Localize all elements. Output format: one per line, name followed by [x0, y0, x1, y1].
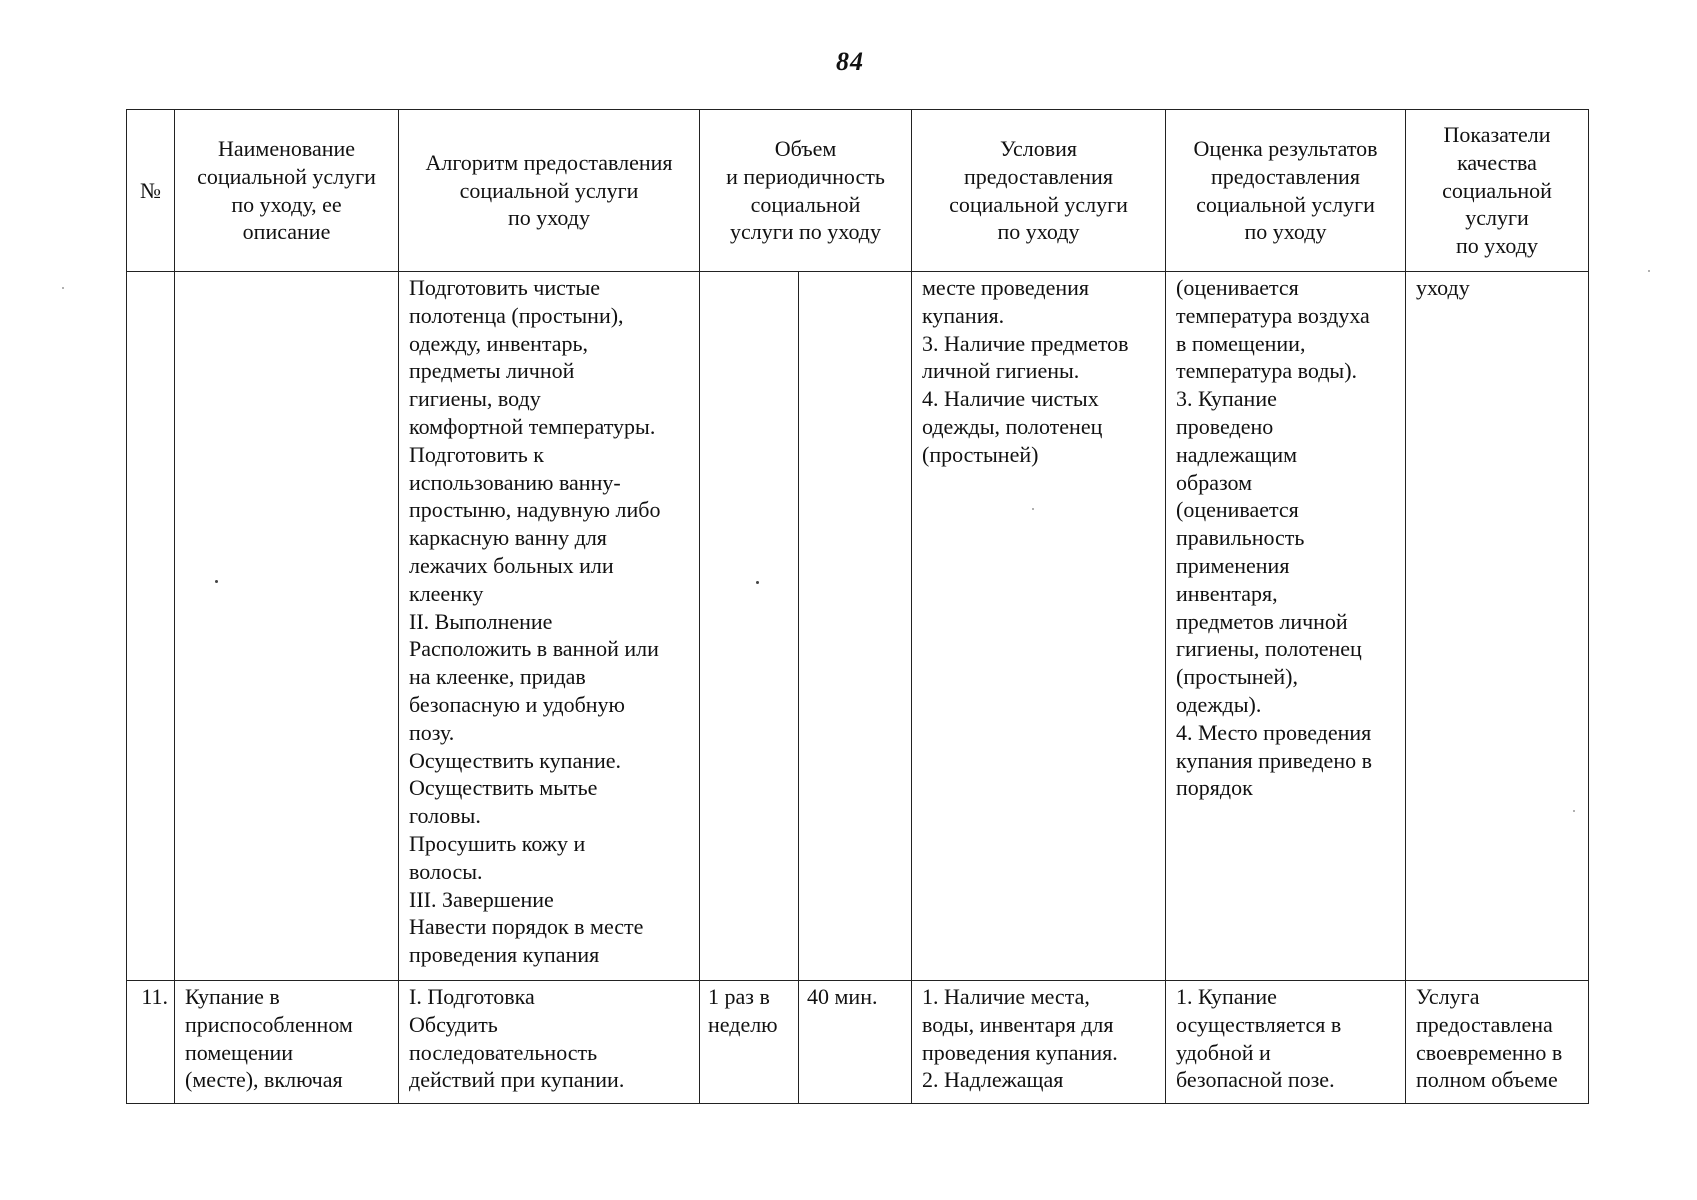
cell-text-line: по уходу: [508, 205, 590, 231]
cell-text-line: Навести порядок в месте: [409, 914, 644, 940]
cell-text-line: инвентаря,: [1176, 580, 1278, 606]
cell-text-line: Просушить кожу и: [409, 830, 586, 856]
cell-text-line: социальной услуги: [1196, 191, 1375, 217]
row-num-cell: [127, 272, 175, 981]
cell-text-line: осуществляется в: [1176, 1011, 1342, 1037]
cell-text-line: Осуществить купание.: [409, 747, 622, 773]
cell-text-line: предоставления: [964, 163, 1113, 189]
header-algorithm: [399, 110, 700, 272]
cell-text-line: качества: [1457, 149, 1537, 175]
cell-text-line: образом: [1176, 469, 1253, 495]
cell-text-line: гигиены, полотенец: [1176, 636, 1362, 662]
cell-text-line: удобной и: [1176, 1039, 1271, 1065]
cell-text-line: по уходу: [1244, 219, 1327, 245]
cell-text-line: II. Выполнение: [409, 608, 553, 634]
conditions-cell: [912, 981, 1166, 1104]
cell-text-line: одежды).: [1176, 691, 1262, 717]
cell-text-line: 1 раз в: [708, 984, 770, 1009]
algorithm-cell: [399, 981, 700, 1104]
header-conditions: [912, 110, 1166, 272]
table-header-row: [127, 110, 1589, 272]
header-volume: [700, 110, 912, 272]
cell-text-line: по уходу: [997, 219, 1080, 245]
cell-text-line: Услуга: [1416, 984, 1480, 1009]
header-num: №: [127, 110, 175, 272]
cell-text-line: Купание в: [185, 984, 280, 1009]
evaluation-cell: [1166, 272, 1406, 981]
cell-text-line: Условия: [1000, 135, 1077, 161]
cell-text-line: полотенца (простыни),: [409, 302, 624, 328]
cell-text-line: 3. Купание: [1176, 386, 1277, 412]
cell-text-line: температура воды).: [1176, 358, 1358, 384]
cell-text-line: социальной услуги: [459, 177, 639, 203]
cell-text-line: 3. Наличие предметов: [922, 330, 1129, 356]
cell-text-line: простыню, надувную либо: [409, 497, 661, 523]
cell-text-line: позу.: [409, 719, 455, 745]
cell-text-line: использованию ванну-: [409, 469, 621, 495]
conditions-cell: [912, 272, 1166, 981]
cell-text-line: на клеенке, придав: [409, 664, 586, 690]
cell-text-line: температура воздуха: [1176, 302, 1370, 328]
cell-text-line: и периодичность: [726, 163, 885, 189]
cell-text-line: уходу: [1416, 275, 1470, 300]
cell-text-line: одежду, инвентарь,: [409, 330, 589, 356]
cell-text-line: социальной: [1442, 177, 1552, 203]
cell-text-line: последовательность: [409, 1039, 598, 1065]
cell-text-line: лежачих больных или: [409, 552, 614, 578]
cell-text-line: предметы личной: [409, 358, 575, 384]
cell-text-line: безопасную и удобную: [409, 691, 625, 717]
cell-text-line: в помещении,: [1176, 330, 1306, 356]
services-table: [126, 109, 1589, 1104]
scan-speck: [1648, 270, 1650, 272]
header-name: [175, 110, 399, 272]
cell-text-line: 4. Место проведения: [1176, 719, 1372, 745]
frequency-cell: [700, 981, 799, 1104]
cell-text-line: Алгоритм предоставления: [425, 149, 673, 175]
duration-cell: [799, 981, 912, 1104]
scan-speck: [215, 580, 218, 583]
cell-text-line: гигиены, воду: [409, 386, 541, 412]
cell-text-line: безопасной позе.: [1176, 1067, 1335, 1093]
cell-text-line: своевременно в: [1416, 1039, 1563, 1065]
cell-text-line: правильность: [1176, 525, 1305, 551]
cell-text-line: предметов личной: [1176, 608, 1348, 634]
cell-text-line: полном объеме: [1416, 1067, 1558, 1093]
cell-text-line: приспособленном: [185, 1011, 353, 1037]
scan-speck: [1032, 508, 1034, 510]
cell-text-line: помещении: [185, 1039, 294, 1065]
cell-text-line: купания.: [922, 302, 1005, 328]
cell-text-line: купания приведено в: [1176, 747, 1372, 773]
cell-text-line: проведения купания.: [922, 1039, 1118, 1065]
cell-text-line: волосы.: [409, 858, 483, 884]
cell-text-line: Расположить в ванной или: [409, 636, 659, 662]
cell-text-line: воды, инвентаря для: [922, 1011, 1114, 1037]
header-evaluation: [1166, 110, 1406, 272]
cell-text-line: 1. Купание: [1176, 984, 1277, 1009]
cell-text-line: Подготовить к: [409, 441, 544, 467]
cell-text-line: клеенку: [409, 580, 484, 606]
cell-text-line: III. Завершение: [409, 886, 554, 912]
cell-text-line: предоставлена: [1416, 1011, 1553, 1037]
cell-text-line: Наименование: [217, 135, 356, 161]
cell-text-line: надлежащим: [1176, 441, 1298, 467]
cell-text-line: головы.: [409, 803, 481, 829]
cell-text-line: одежды, полотенец: [922, 413, 1103, 439]
evaluation-cell: [1166, 981, 1406, 1104]
duration-cell: [799, 272, 912, 981]
cell-text-line: I. Подготовка: [409, 984, 535, 1009]
scan-speck: [62, 287, 64, 289]
cell-text-line: 4. Наличие чистых: [922, 386, 1099, 412]
scan-speck: [756, 581, 759, 584]
cell-text-line: услуги: [1465, 205, 1529, 231]
cell-text-line: месте проведения: [922, 275, 1090, 300]
cell-text-line: (простыней),: [1176, 664, 1298, 690]
quality-cell: [1406, 981, 1589, 1104]
cell-text-line: комфортной температуры.: [409, 413, 656, 439]
cell-text-line: (месте), включая: [185, 1067, 343, 1093]
cell-text-line: Оценка результатов: [1193, 135, 1378, 161]
cell-text-line: 2. Надлежащая: [922, 1067, 1064, 1093]
cell-text-line: личной гигиены.: [922, 358, 1080, 384]
table-row: [127, 272, 1589, 981]
cell-text-line: социальной услуги: [949, 191, 1128, 217]
header-quality: [1406, 110, 1589, 272]
cell-text-line: порядок: [1176, 775, 1253, 801]
algorithm-cell: [399, 272, 700, 981]
cell-text-line: Обсудить: [409, 1011, 498, 1037]
page-number: 84: [836, 47, 864, 76]
cell-text-line: (оценивается: [1176, 497, 1299, 523]
service-name-cell: [175, 981, 399, 1104]
cell-text-line: неделю: [708, 1011, 778, 1037]
cell-text-line: услуги по уходу: [729, 219, 882, 245]
cell-text-line: проведено: [1176, 413, 1274, 439]
cell-text-line: социальной услуги: [197, 163, 376, 189]
cell-text-line: Объем: [774, 135, 837, 161]
cell-text-line: каркасную ванну для: [409, 525, 607, 551]
cell-text-line: Показатели: [1443, 122, 1551, 147]
cell-text-line: описание: [242, 219, 331, 245]
cell-text-line: (оценивается: [1176, 275, 1299, 300]
frequency-cell: [700, 272, 799, 981]
scan-speck: [1573, 810, 1575, 812]
quality-cell: [1406, 272, 1589, 981]
cell-text-line: 40 мин.: [807, 984, 878, 1009]
row-num-cell: 11.: [127, 981, 175, 1104]
cell-text-line: применения: [1176, 552, 1290, 578]
cell-text-line: социальной: [750, 191, 861, 217]
cell-text-line: 1. Наличие места,: [922, 984, 1090, 1009]
cell-text-line: Подготовить чистые: [409, 275, 601, 300]
cell-text-line: проведения купания: [409, 942, 600, 968]
service-name-cell: [175, 272, 399, 981]
cell-text-line: по уходу, ее: [231, 191, 342, 217]
table-row: [127, 981, 1589, 1104]
cell-text-line: (простыней): [922, 441, 1039, 467]
cell-text-line: предоставления: [1211, 163, 1360, 189]
cell-text-line: Осуществить мытье: [409, 775, 598, 801]
cell-text-line: действий при купании.: [409, 1067, 625, 1093]
cell-text-line: по уходу: [1456, 233, 1538, 259]
